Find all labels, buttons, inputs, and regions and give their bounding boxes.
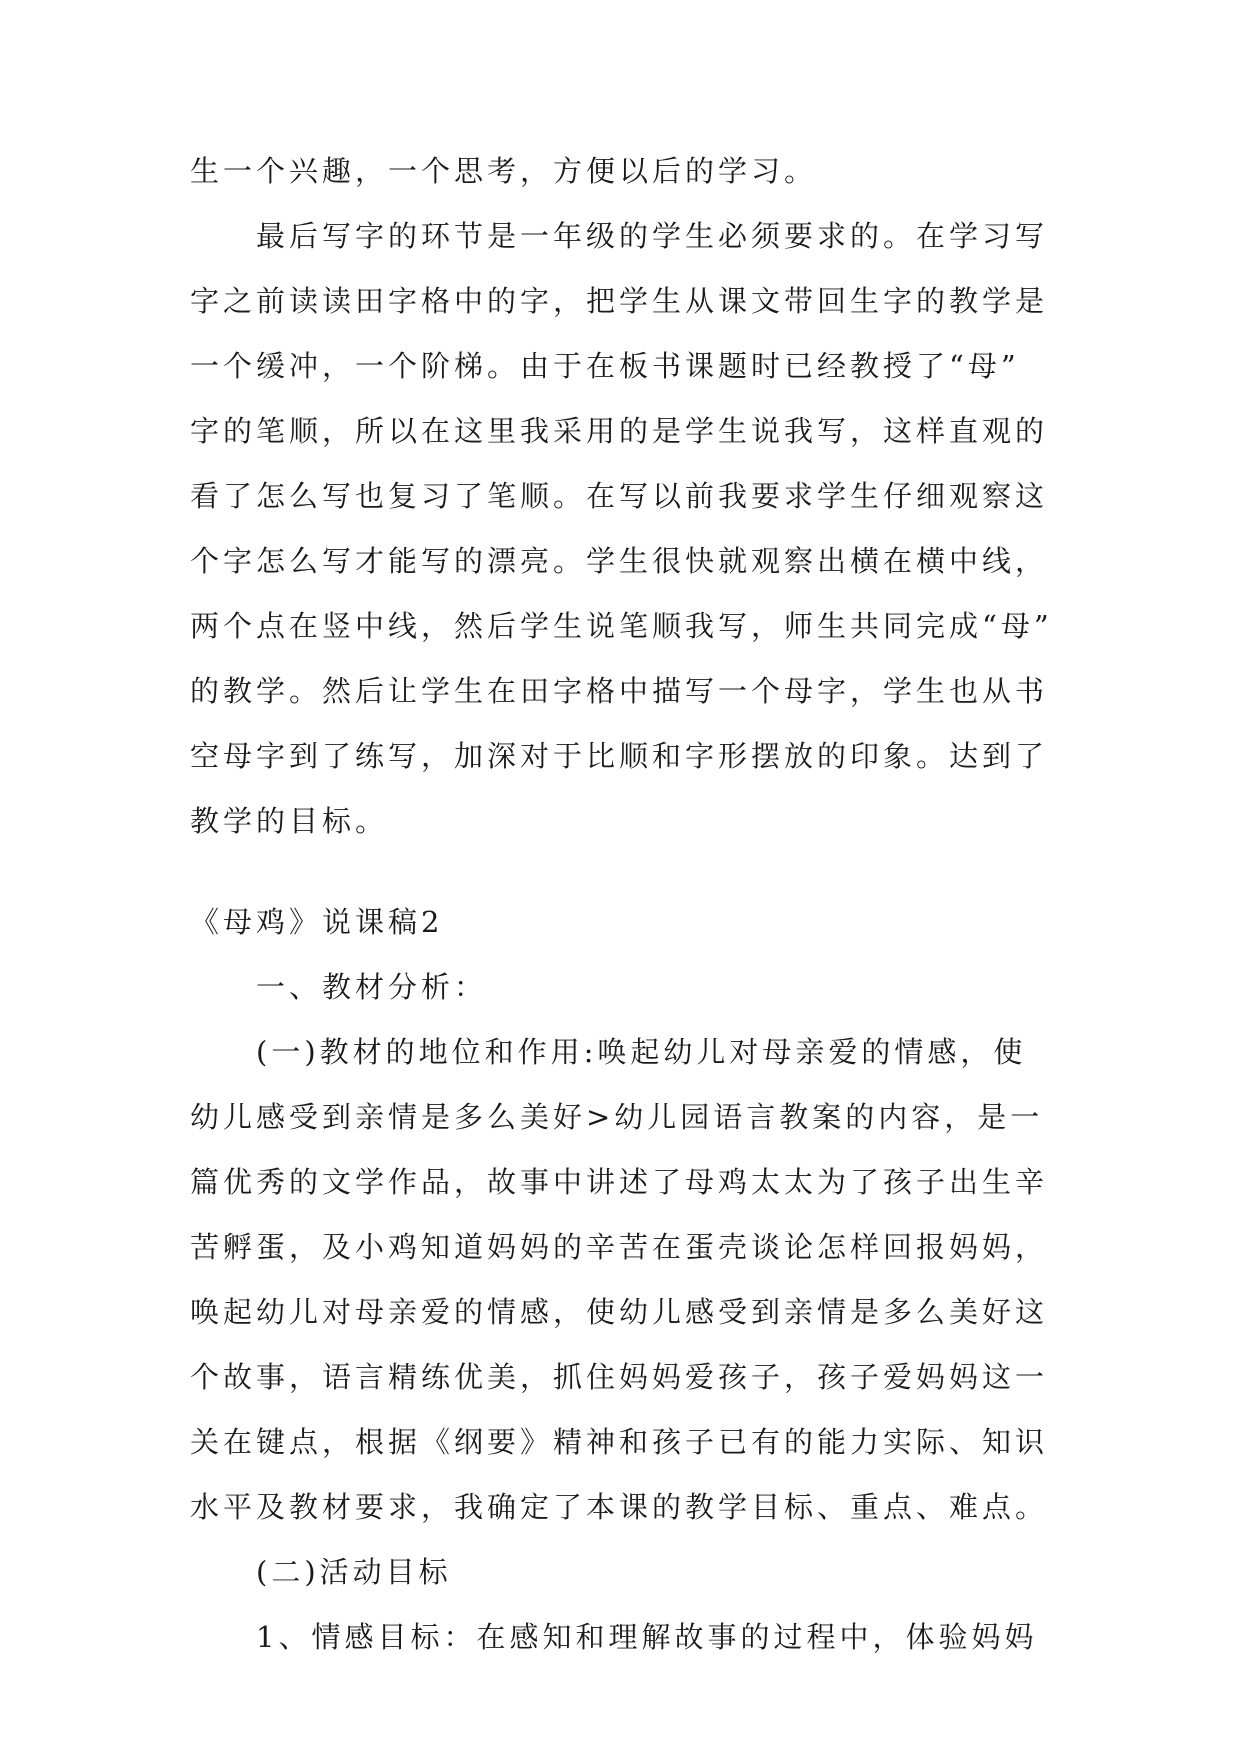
text-line: 苦孵蛋，及小鸡知道妈妈的辛苦在蛋壳谈论怎样回报妈妈， (190, 1230, 1049, 1264)
text-line: 空母字到了练写，加深对于比顺和字形摆放的印象。达到了 (190, 739, 1049, 773)
text-line: (一)教材的地位和作用:唤起幼儿对母亲爱的情感，使 (256, 1035, 1027, 1069)
text-line: 生一个兴趣，一个思考，方便以后的学习。 (190, 154, 818, 188)
text-line: 看了怎么写也复习了笔顺。在写以前我要求学生仔细观察这 (190, 479, 1049, 513)
text-line: 1、情感目标：在感知和理解故事的过程中，体验妈妈 (256, 1620, 1038, 1654)
text-line: 两个点在竖中线，然后学生说笔顺我写，师生共同完成“母” (190, 609, 1053, 643)
section-heading: 一、教材分析： (256, 970, 488, 1004)
text-line: 字的笔顺，所以在这里我采用的是学生说我写，这样直观的 (190, 414, 1049, 448)
text-line: 唤起幼儿对母亲爱的情感，使幼儿感受到亲情是多么美好这 (190, 1295, 1049, 1329)
text-line: 篇优秀的文学作品，故事中讲述了母鸡太太为了孩子出生辛 (190, 1165, 1049, 1199)
text-line: 一个缓冲，一个阶梯。由于在板书课题时已经教授了“母” (190, 349, 1020, 383)
text-line: 教学的目标。 (190, 804, 389, 838)
text-line: 关在键点，根据《纲要》精神和孩子已有的能力实际、知识 (190, 1425, 1049, 1459)
text-line: 幼儿感受到亲情是多么美好>幼儿园语言教案的内容，是一 (190, 1100, 1044, 1134)
section-title: 《母鸡》说课稿2 (190, 905, 444, 939)
text-line: 最后写字的环节是一年级的学生必须要求的。在学习写 (256, 219, 1049, 253)
text-line: 个故事，语言精练优美，抓住妈妈爱孩子，孩子爱妈妈这一 (190, 1360, 1049, 1394)
text-line: 字之前读读田字格中的字，把学生从课文带回生字的教学是 (190, 284, 1049, 318)
subsection-heading: (二)活动目标 (256, 1555, 452, 1589)
text-line: 水平及教材要求，我确定了本课的教学目标、重点、难点。 (190, 1490, 1049, 1524)
text-line: 个字怎么写才能写的漂亮。学生很快就观察出横在横中线， (190, 544, 1049, 578)
text-line: 的教学。然后让学生在田字格中描写一个母字，学生也从书 (190, 674, 1049, 708)
